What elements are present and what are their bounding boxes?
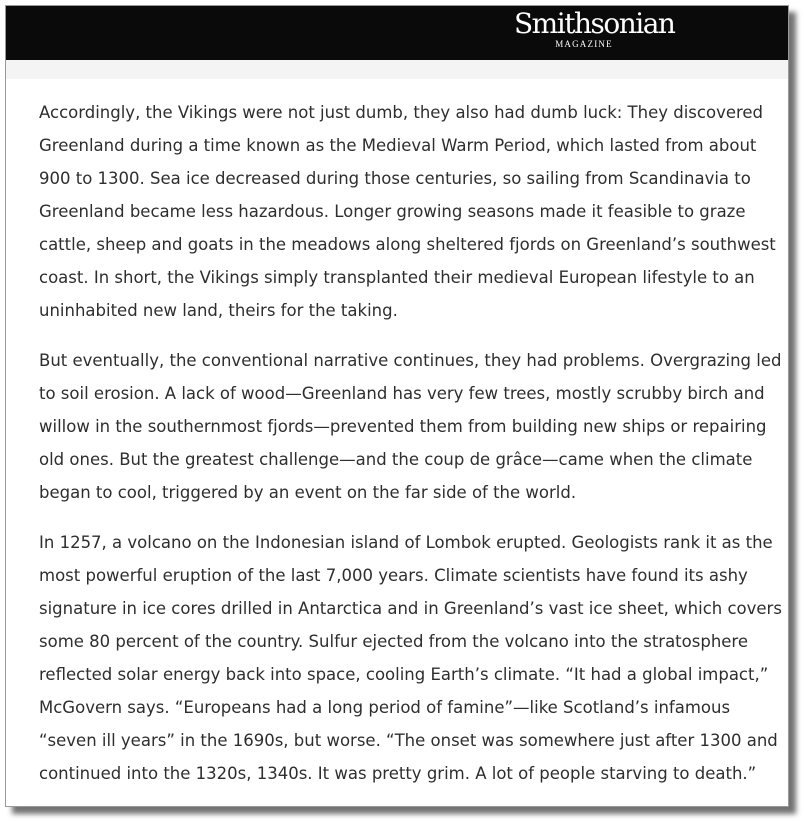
paragraph-line: cattle, sheep and goats in the meadows along sheltered fjords on Greenland’s southwest [39,235,776,254]
article-body [39,96,782,807]
paragraph-line: But eventually, the conventional narrative continues, they had problems. Overgrazing led [39,351,782,370]
paragraph-line: willow in the southernmost fjords—prevented them from building new ships or repairing [39,417,767,436]
paragraph-line: signature in ice cores drilled in Antarctica and in Greenland’s vast ice sheet, which covers [39,599,782,618]
paragraph-line: continued into the 1320s, 1340s. It was pretty grim. A lot of people starving to death.” [39,764,757,783]
logo-wordmark: Smithsonian [514,7,675,40]
paragraph-line: McGovern says. “Europeans had a long period of famine”—like Scotland’s infamous [39,698,731,717]
article-paragraph-3 [39,526,782,790]
site-header [6,6,788,60]
smithsonian-logo[interactable] [514,7,675,49]
paragraph-line: 900 to 1300. Sea ice decreased during those centuries, so sailing from Scandinavia to [39,169,751,188]
paragraph-line: “seven ill years” in the 1690s, but worse. “The onset was somewhere just after 1300 and [39,731,778,750]
paragraph-line: to soil erosion. A lack of wood—Greenland has very few trees, mostly scrubby birch and [39,384,765,403]
paragraph-line: old ones. But the greatest challenge—and the coup de grâce—came when the climate [39,450,753,469]
header-divider-band [6,60,788,79]
paragraph-line: Greenland became less hazardous. Longer growing seasons made it feasible to graze [39,202,746,221]
paragraph-line: reflected solar energy back into space, cooling Earth’s climate. “It had a global impact,” [39,665,769,684]
paragraph-line: began to cool, triggered by an event on the far side of the world. [39,483,577,502]
paragraph-line: uninhabited new land, theirs for the taking. [39,301,398,320]
paragraph-line: Greenland during a time known as the Medieval Warm Period, which lasted from about [39,136,757,155]
article-paragraph-1 [39,96,779,327]
paragraph-line: Accordingly, the Vikings were not just dumb, they also had dumb luck: They discovered [39,103,764,122]
article-paragraph-2 [39,344,782,509]
logo-subtitle: MAGAZINE [555,39,613,49]
paragraph-line: some 80 percent of the country. Sulfur ejected from the volcano into the stratosphere [39,632,749,651]
paragraph-line: In 1257, a volcano on the Indonesian island of Lombok erupted. Geologists rank it as the [39,533,773,552]
paragraph-line: most powerful eruption of the last 7,000 years. Climate scientists have found its ashy [39,566,748,585]
paragraph-line: coast. In short, the Vikings simply transplanted their medieval European lifestyle to an [39,268,755,287]
